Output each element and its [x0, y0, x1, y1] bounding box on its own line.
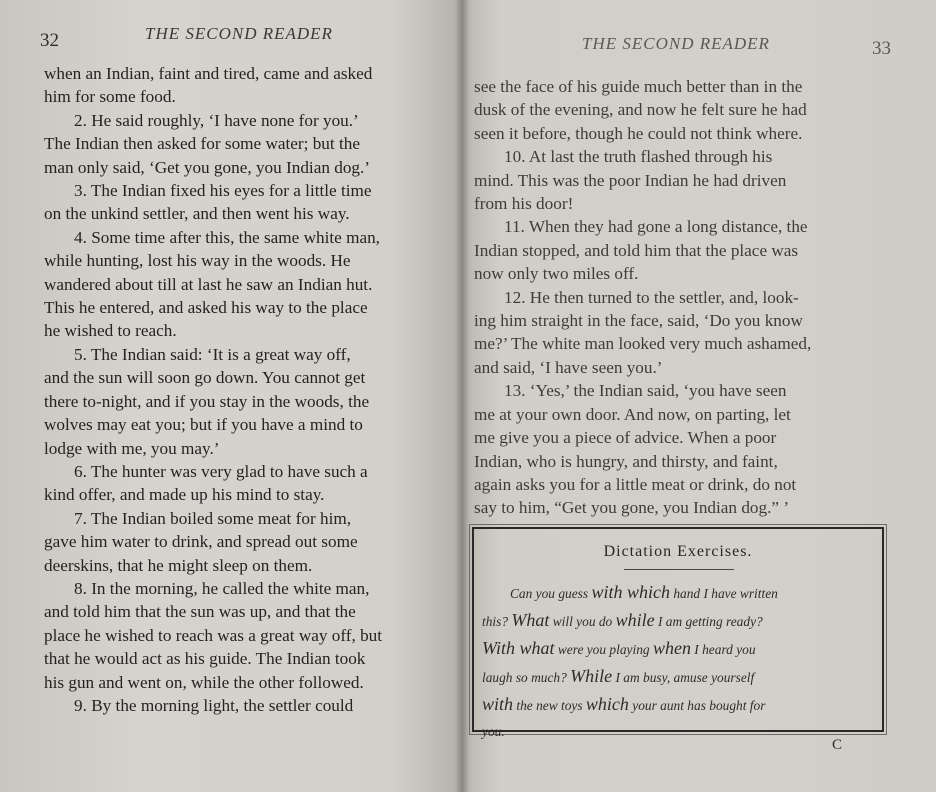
- text-line: me give you a piece of advice. When a poor: [474, 428, 777, 448]
- dictation-emphasis: which: [585, 694, 629, 714]
- text-line: and the sun will soon go down. You cannot get: [44, 368, 366, 388]
- text-line: 6. The hunter was very glad to have such a: [74, 461, 368, 481]
- text-line: wandered about till at last he saw an Indian hut.: [44, 274, 373, 294]
- dictation-text-run: hand I have written: [669, 586, 778, 601]
- text-line: 8. In the morning, he called the white man,: [74, 578, 370, 598]
- text-line: 10. At last the truth flashed through his: [504, 147, 773, 167]
- left-page: [0, 0, 462, 792]
- text-line: 11. When they had gone a long distance, the: [504, 217, 808, 237]
- text-line: see the face of his guide much better than in the: [474, 77, 803, 96]
- dictation-emphasis: With what: [482, 638, 555, 658]
- right-running-head: THE SECOND READER: [582, 34, 770, 53]
- right-page-number: 33: [872, 38, 891, 59]
- text-line: 12. He then turned to the settler, and, look-: [504, 287, 799, 307]
- paragraph: [44, 226, 454, 343]
- text-line: again asks you for a little meat or drink, do not: [474, 474, 797, 494]
- text-line: deerskins, that he might sleep on them.: [44, 555, 313, 575]
- dictation-text-run: will you do: [549, 614, 616, 629]
- dictation-text-run: your aunt has bought for: [628, 698, 766, 713]
- paragraph: [44, 507, 454, 577]
- text-line: kind offer, and made up his mind to stay.: [44, 485, 325, 505]
- text-line: This he entered, and asked his way to the place: [44, 298, 368, 318]
- dictation-text-run: I heard you: [690, 642, 756, 657]
- text-line: and said, ‘I have seen you.’: [474, 357, 663, 377]
- text-line: when an Indian, faint and tired, came and asked: [44, 64, 373, 83]
- text-line: from his door!: [474, 194, 574, 214]
- text-line: 13. ‘Yes,’ the Indian said, ‘you have seen: [504, 381, 787, 401]
- paragraph: [44, 577, 454, 694]
- left-page-body: [44, 62, 454, 717]
- dictation-text-run: you.: [482, 724, 505, 739]
- signature-mark: C: [832, 737, 843, 753]
- text-line: that he would act as his guide. The Indian took: [44, 649, 366, 669]
- text-line: his gun and went on, while the other followed.: [44, 672, 364, 692]
- text-line: Indian stopped, and told him that the place was: [474, 240, 799, 260]
- dictation-text-run: I am getting ready?: [654, 614, 763, 629]
- text-line: me at your own door. And now, on parting, let: [474, 404, 791, 424]
- paragraph: [474, 75, 894, 145]
- dictation-emphasis: with: [482, 694, 514, 714]
- dictation-text-run: I am busy, amuse yourself: [612, 670, 755, 685]
- text-line: Indian, who is hungry, and thirsty, and faint,: [474, 451, 778, 471]
- title-rule: [624, 569, 734, 570]
- text-line: The Indian then asked for some water; but the: [44, 134, 360, 154]
- paragraph: [44, 694, 454, 717]
- text-line: on the unkind settler, and then went his way.: [44, 204, 350, 224]
- dictation-text-run: the new toys: [513, 698, 586, 713]
- text-line: gave him water to drink, and spread out some: [44, 532, 358, 552]
- book-gutter: [455, 0, 469, 792]
- dictation-text-run: were you playing: [554, 642, 653, 657]
- text-line: now only two miles off.: [474, 264, 639, 284]
- dictation-line: [482, 579, 876, 607]
- paragraph: [474, 379, 894, 519]
- dictation-exercises-box: [472, 527, 884, 739]
- paragraph: [44, 179, 454, 226]
- dictation-emphasis: while: [615, 610, 655, 630]
- text-line: him for some food.: [44, 87, 176, 107]
- text-line: 3. The Indian fixed his eyes for a little time: [74, 181, 372, 201]
- text-line: 7. The Indian boiled some meat for him,: [74, 508, 352, 528]
- dictation-emphasis: While: [570, 666, 613, 686]
- left-running-head: THE SECOND READER: [145, 24, 333, 43]
- dictation-line: [482, 719, 876, 745]
- dictation-line: [482, 663, 876, 691]
- text-line: dusk of the evening, and now he felt sure he had: [474, 100, 807, 120]
- dictation-text: [482, 579, 876, 745]
- dictation-title: Dictation Exercises.: [603, 543, 753, 560]
- paragraph: [474, 145, 894, 215]
- dictation-emphasis: with which: [591, 582, 670, 602]
- dictation-text-run: this?: [482, 614, 512, 629]
- text-line: me?’ The white man looked very much ashamed,: [474, 334, 812, 354]
- dictation-line: [482, 635, 876, 663]
- text-line: place he wished to reach was a great way off, but: [44, 625, 383, 645]
- paragraph: [474, 215, 894, 285]
- text-line: seen it before, though he could not think where.: [474, 123, 803, 143]
- dictation-text-run: laugh so much?: [482, 670, 571, 685]
- text-line: say to him, “Get you gone, you Indian dog.” ’: [474, 498, 790, 518]
- dictation-text-run: Can you guess: [510, 586, 592, 601]
- paragraph: [44, 343, 454, 460]
- paragraph: [44, 62, 454, 109]
- dictation-line: [482, 691, 876, 719]
- text-line: 2. He said roughly, ‘I have none for you.’: [74, 110, 359, 130]
- text-line: 4. Some time after this, the same white man,: [74, 227, 380, 247]
- text-line: while hunting, lost his way in the woods. He: [44, 251, 351, 271]
- text-line: there to-night, and if you stay in the woods, the: [44, 391, 370, 411]
- text-line: mind. This was the poor Indian he had driven: [474, 170, 787, 190]
- dictation-emphasis: when: [652, 638, 691, 658]
- text-line: 9. By the morning light, the settler could: [74, 695, 354, 715]
- text-line: ing him straight in the face, said, ‘Do you know: [474, 311, 803, 331]
- text-line: wolves may eat you; but if you have a mind to: [44, 415, 363, 435]
- text-line: he wished to reach.: [44, 321, 177, 341]
- paragraph: [44, 460, 454, 507]
- text-line: 5. The Indian said: ‘It is a great way off,: [74, 344, 351, 364]
- text-line: lodge with me, you may.’: [44, 438, 220, 458]
- paragraph: [474, 286, 894, 380]
- text-line: man only said, ‘Get you gone, you Indian dog.’: [44, 157, 371, 177]
- dictation-emphasis: What: [511, 610, 550, 630]
- right-page-body: [474, 75, 894, 520]
- dictation-line: [482, 607, 876, 635]
- left-page-number: 32: [40, 30, 59, 51]
- paragraph: [44, 109, 454, 179]
- text-line: and told him that the sun was up, and that the: [44, 602, 356, 622]
